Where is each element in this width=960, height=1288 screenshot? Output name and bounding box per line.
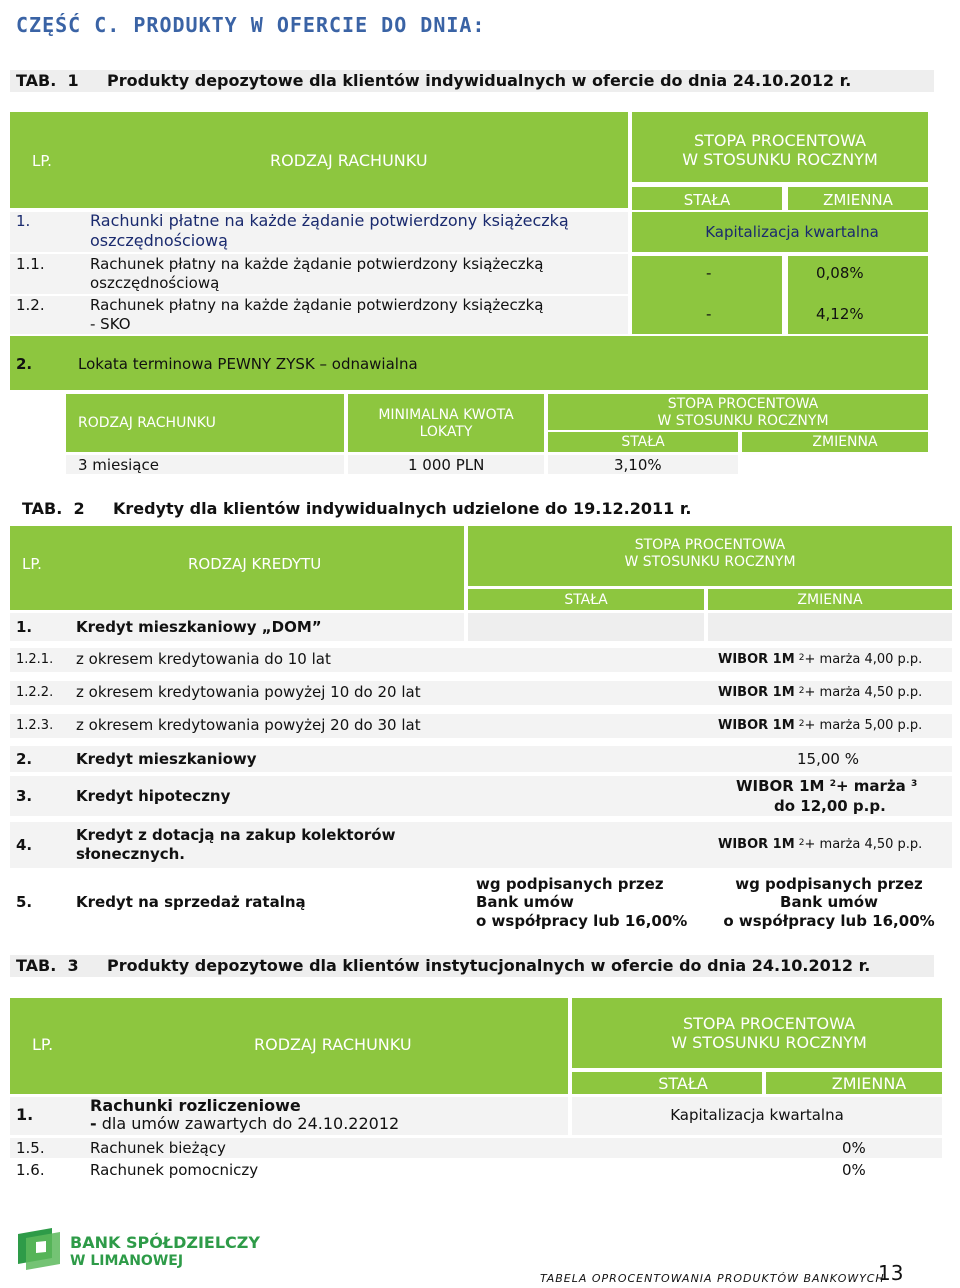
section-title: CZĘŚĆ C. PRODUKTY W OFERCIE DO DNIA: <box>16 13 486 37</box>
tab2-row-5-lp: 5. <box>16 893 33 911</box>
tab1-h-stopa2: W STOSUNKU ROCZNYM <box>682 150 878 169</box>
tab1-row-2-name1: Rachunek płatny na każde żądanie potwierdzony książeczką <box>90 255 544 273</box>
logo-line1: BANK SPÓŁDZIELCZY <box>70 1233 260 1252</box>
tab2-title: Kredyty dla klientów indywidualnych udzielone do 19.12.2011 r. <box>113 499 692 518</box>
tab2-row-5-zm3: o współpracy lub 16,00% <box>723 912 935 930</box>
lokata-h-zmienna: ZMIENNA <box>812 434 878 450</box>
lokata-term: 3 miesiące <box>78 456 159 474</box>
tab2-row-1-lp: 1. <box>16 618 33 636</box>
tab2-h-lp: LP. <box>22 555 42 573</box>
tab2-sub-2-name: z okresem kredytowania powyżej 10 do 20 lat <box>76 683 421 701</box>
tab2-sub-3-rate: WIBOR 1M $^2$+ marża 5,00 p.p. <box>718 718 923 733</box>
lokata-h-rodzaj: RODZAJ RACHUNKU <box>78 415 216 431</box>
tab2-row-2-lp: 2. <box>16 750 33 768</box>
tab1-row-3-name2: - SKO <box>90 315 131 333</box>
lokata-h-stala: STAŁA <box>621 434 665 450</box>
tab1-h-rodzaj: RODZAJ RACHUNKU <box>270 151 428 170</box>
tab2-row-4-name1: Kredyt z dotacją na zakup kolektorów <box>76 826 396 844</box>
tab2-label: TAB. 2 <box>22 499 85 518</box>
tab3-h-stopa2: W STOSUNKU ROCZNYM <box>671 1033 867 1052</box>
tab2-sub-2-rate: WIBOR 1M $^2$+ marża 4,50 p.p. <box>718 685 923 700</box>
lokata-h-min2: LOKATY <box>419 424 473 440</box>
bank-logo-icon <box>16 1228 64 1270</box>
tab2-sub-3-name: z okresem kredytowania powyżej 20 do 30 lat <box>76 716 421 734</box>
tab1-row-1-rate: Kapitalizacja kwartalna <box>705 223 879 241</box>
tab2-row-4-lp: 4. <box>16 836 33 854</box>
tab3-row-3-name: Rachunek pomocniczy <box>90 1161 259 1179</box>
tab3-title: Produkty depozytowe dla klientów instytucjonalnych w ofercie do dnia 24.10.2012 r. <box>107 956 871 975</box>
tab2-sub-1-name: z okresem kredytowania do 10 lat <box>76 650 331 668</box>
tab3-row-3-rate: 0% <box>842 1161 866 1179</box>
tab2-h-stopa2: W STOSUNKU ROCZNYM <box>624 554 796 570</box>
tab1-h-lp: LP. <box>32 152 52 170</box>
tab1-row-2-lp: 1.1. <box>16 255 45 273</box>
tab2-sub-2-lp: 1.2.2. <box>16 685 54 700</box>
tab1-row-1-lp: 1. <box>16 212 31 230</box>
tab2-row-5-zm2: Bank umów <box>780 893 878 911</box>
tab3-row-2-name: Rachunek bieżący <box>90 1139 226 1157</box>
tab2-row-3-rate1: WIBOR 1M $^2$+ marża $^3$ <box>736 777 918 795</box>
tab3-h-rodzaj: RODZAJ RACHUNKU <box>254 1035 412 1054</box>
tab2-h-stopa1: STOPA PROCENTOWA <box>634 537 786 553</box>
tab1-row-3-name1: Rachunek płatny na każde żądanie potwierdzony książeczką <box>90 296 544 314</box>
tab2-sub-1-lp: 1.2.1. <box>16 652 54 667</box>
tab2-sub-3-lp: 1.2.3. <box>16 718 54 733</box>
tab1-row-3-lp: 1.2. <box>16 296 45 314</box>
tab3-h-stala: STAŁA <box>658 1074 708 1093</box>
tab1-row-3-stala: - <box>706 305 712 323</box>
tab3-row-1-rate: Kapitalizacja kwartalna <box>670 1106 844 1124</box>
tab2-row-4-name2: słonecznych. <box>76 845 185 863</box>
tab1-row-2-name2: oszczędnościową <box>90 274 220 292</box>
lokata-title: Lokata terminowa PEWNY ZYSK – odnawialna <box>78 355 418 373</box>
tab2-row-2-rate: 15,00 % <box>797 750 859 768</box>
tab3-row-2-lp: 1.5. <box>16 1139 45 1157</box>
tab1-row-3-zmienna: 4,12% <box>816 305 864 323</box>
tab3-row-1-lp: 1. <box>16 1105 34 1124</box>
tab3-row-1-name2: - dla umów zawartych do 24.10.22012 <box>90 1114 400 1133</box>
tab2-h-zmienna: ZMIENNA <box>797 592 863 608</box>
tab3-h-stopa1: STOPA PROCENTOWA <box>682 1014 856 1033</box>
lokata-h-min1: MINIMALNA KWOTA <box>378 407 514 423</box>
tab3-h-lp: LP. <box>32 1035 54 1054</box>
tab2-row-3-rate2: do 12,00 p.p. <box>774 797 886 815</box>
tab3-row-3-lp: 1.6. <box>16 1161 45 1179</box>
tab1-h-stala: STAŁA <box>683 191 731 209</box>
lokata-h-stopa2: W STOSUNKU ROCZNYM <box>657 413 829 429</box>
lokata-h-stopa1: STOPA PROCENTOWA <box>667 396 819 412</box>
lokata-lp: 2. <box>16 355 33 373</box>
tab1-row-1-name1: Rachunki płatne na każde żądanie potwierdzony książeczką <box>90 211 569 230</box>
tab2-row-5-name: Kredyt na sprzedaż ratalną <box>76 893 306 911</box>
tab1-row-2-zmienna: 0,08% <box>816 264 864 282</box>
tab2-h-rodzaj: RODZAJ KREDYTU <box>188 555 322 573</box>
tab3-row-1-name1: Rachunki rozliczeniowe <box>90 1096 301 1115</box>
lokata-rate: 3,10% <box>614 456 662 474</box>
tab2-row-3-name: Kredyt hipoteczny <box>76 787 231 805</box>
tab3-row-2-rate: 0% <box>842 1139 866 1157</box>
tab2-row-1-zm-bg <box>708 613 952 641</box>
tab1-title: Produkty depozytowe dla klientów indywidualnych w ofercie do dnia 24.10.2012 r. <box>107 71 852 90</box>
tab1-h-stopa1: STOPA PROCENTOWA <box>693 131 867 150</box>
footer-doc-title: TABELA OPROCENTOWANIA PRODUKTÓW BANKOWYCH <box>540 1272 885 1285</box>
tab2-row-5-stala1: wg podpisanych przez <box>476 875 664 893</box>
tab1-label: TAB. 1 <box>16 71 79 90</box>
tab1-h-zmienna: ZMIENNA <box>823 191 893 209</box>
tab2-row-1-stala-bg <box>468 613 704 641</box>
lokata-min: 1 000 PLN <box>408 456 485 474</box>
tab1-row-1-name2: oszczędnościową <box>90 231 228 250</box>
page-number: 13 <box>878 1261 904 1285</box>
tab3-label: TAB. 3 <box>16 956 79 975</box>
tab3-h-zmienna: ZMIENNA <box>831 1074 907 1093</box>
tab2-row-2-name: Kredyt mieszkaniowy <box>76 750 257 768</box>
tab2-sub-1-rate: WIBOR 1M $^2$+ marża 4,00 p.p. <box>718 652 923 667</box>
logo-line2: W LIMANOWEJ <box>70 1253 184 1269</box>
tab2-row-4-rate: WIBOR 1M $^2$+ marża 4,50 p.p. <box>718 837 923 852</box>
tab2-row-5-zm1: wg podpisanych przez <box>735 875 923 893</box>
tab2-row-1-name: Kredyt mieszkaniowy „DOM” <box>76 618 322 636</box>
tab1-row-2-stala: - <box>706 264 712 282</box>
tab2-row-3-lp: 3. <box>16 787 33 805</box>
tab2-row-5-stala2: Bank umów <box>476 893 574 911</box>
tab2-h-stala: STAŁA <box>564 592 608 608</box>
tab2-row-5-stala3: o współpracy lub 16,00% <box>476 912 688 930</box>
